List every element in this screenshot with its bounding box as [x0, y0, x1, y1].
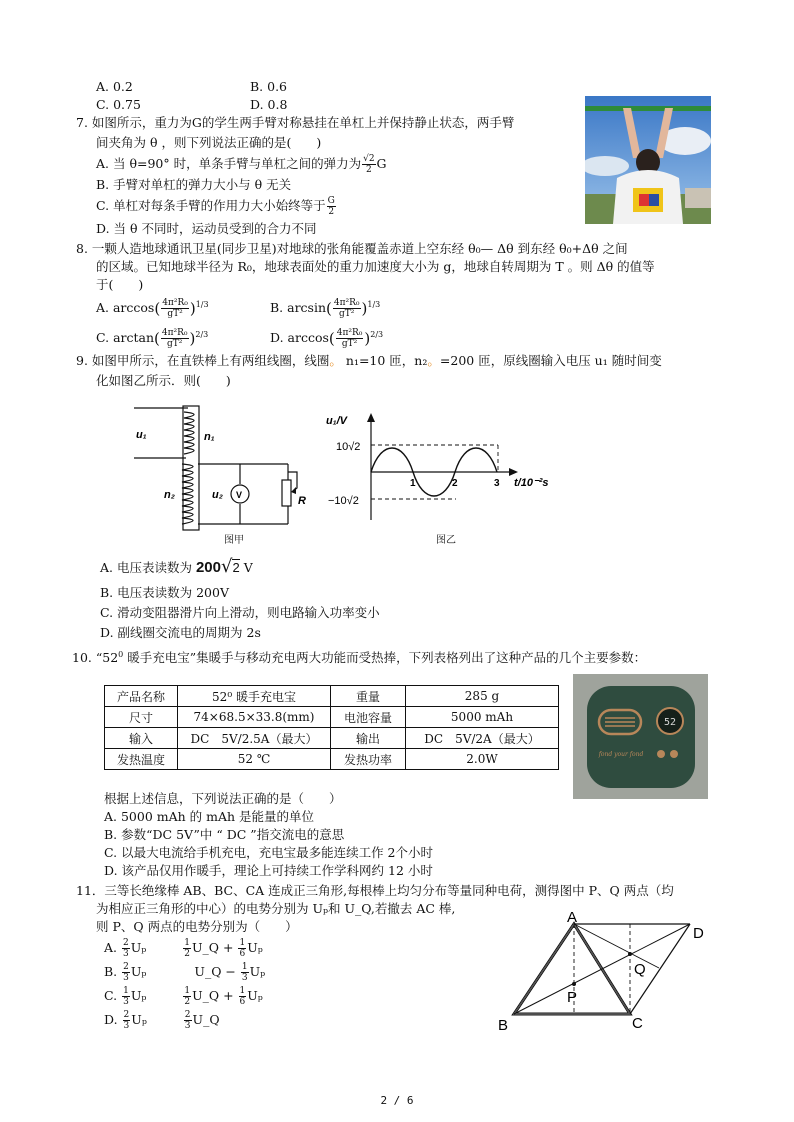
- q7-option-d: D. 当 θ 不同时，运动员受到的合力不同: [96, 221, 317, 236]
- q9-caption-a: 图甲: [224, 535, 244, 546]
- q7-stem-line1: 7. 如图所示，重力为G的学生两手臂对称悬挂在单杠上并保持静止状态，两手臂: [76, 115, 515, 130]
- q11-option-c: C. $\frac{1}{3}$ Uₚ $\frac{1}{2}$ U_Q + $\frac{1}{6}$ Uₚ: [104, 986, 263, 1007]
- q9-option-d: D. 副线圈交流电的周期为 2s: [100, 625, 261, 640]
- q7-option-a: A. 当 θ=90° 时，单条手臂与单杠之间的弹力为 $\frac{√2}{2}$ G: [96, 154, 387, 175]
- q10-stem: 10. “$52^0$ 暖手充电宝”集暖手与移动充电两大功能而受热捧，下列表格列出了这种产品的几个主要参数：: [72, 650, 647, 666]
- table-cell: 发热功率: [331, 749, 406, 770]
- q8-stem-line2: 的区域。已知地球半径为 R₀，地球表面处的重力加速度大小为 g，地球自转周期为 T 。则 Δθ 的值等: [96, 259, 655, 274]
- u1-label: u₁: [136, 429, 147, 441]
- q10-option-b: B. 参数“DC 5V”中 “ DC ”指交流电的意思: [104, 827, 345, 842]
- xtick-2: 2: [452, 478, 458, 489]
- q6-option-a: A. 0.2: [96, 79, 133, 94]
- table-cell: 电池容量: [331, 707, 406, 728]
- xtick-1: 1: [410, 478, 416, 489]
- q9-option-b: B. 电压表读数为 200V: [100, 585, 229, 600]
- table-cell: 74×68.5×33.8(mm): [178, 707, 331, 728]
- q9-option-c: C. 滑动变阻器滑片向上滑动，则电路输入功率变小: [100, 605, 380, 620]
- table-cell: DC 5V/2.5A（最大）: [178, 728, 331, 749]
- q7-option-c: C. 单杠对每条手臂的作用力大小始终等于 $\frac{G}{2}$: [96, 196, 335, 217]
- q8-option-b: B. arcsin( $\frac{\text{4π²R₀}}{\text{gT²}}$ )$^{1/3}$: [270, 298, 381, 320]
- xaxis-label: t/10⁻²s: [514, 477, 549, 489]
- table-row: [105, 707, 559, 728]
- point-q-label: Q: [634, 961, 646, 978]
- q8-option-d: D. arccos( $\frac{\text{4π²R₀}}{\text{gT²}}$ )$^{2/3}$: [270, 328, 384, 350]
- q11-stem-line1: 11．三等长绝缘棒 AB、BC、CA 连成正三角形,每根棒上均匀分布等量同种电荷，测得图中 P、Q 两点（均: [76, 883, 674, 898]
- table-cell: DC 5V/2A（最大）: [406, 728, 559, 749]
- q10-option-a: A. 5000 mAh 的 mAh 是能量的单位: [104, 809, 315, 824]
- voltmeter-label: V: [236, 490, 243, 500]
- q7-student-photo: [585, 96, 711, 224]
- q10-question: 根据上述信息，下列说法正确的是（ ）: [104, 791, 342, 806]
- table-cell: 52 ℃: [178, 749, 331, 770]
- vertex-d-label: D: [693, 925, 704, 942]
- q8-stem-line1: 8. 一颗人造地球通讯卫星(同步卫星)对地球的张角能覆盖赤道上空东经 θ₀— Δθ 到东经 θ₀+Δθ 之间: [76, 241, 628, 256]
- table-cell: 52⁰ 暖手充电宝: [178, 686, 331, 707]
- table-row: [105, 749, 559, 770]
- resistor-label: R: [298, 495, 306, 507]
- xtick-3: 3: [494, 478, 500, 489]
- q8-option-c: C. arctan( $\frac{\text{4π²R₀}}{\text{gT²}}$ )$^{2/3}$: [96, 328, 209, 350]
- q8-option-a: A. arccos( $\frac{\text{4π²R₀}}{\text{gT²}}$ )$^{1/3}$: [96, 298, 209, 320]
- q7-option-b: B. 手臂对单杠的弹力大小与 θ 无关: [96, 177, 292, 192]
- q11-option-b: B. $\frac{2}{3}$ Uₚ U_Q − $\frac{1}{3}$ Uₚ: [104, 962, 266, 983]
- q9-stem-line2: 化如图乙所示．则( ): [96, 373, 231, 388]
- yaxis-label: u₁/V: [326, 415, 347, 427]
- table-cell: 输入: [105, 728, 178, 749]
- q11-triangle-figure: [494, 908, 716, 1036]
- q11-stem-line3: 则 P、Q 两点的电势分别为（ ）: [96, 919, 298, 934]
- point-p-label: P: [567, 989, 578, 1006]
- device-display: 52: [663, 717, 677, 728]
- u2-label: u₂: [212, 489, 223, 501]
- table-cell: 2.0W: [406, 749, 559, 770]
- device-script: fond your fond: [598, 751, 644, 758]
- table-cell: 尺寸: [105, 707, 178, 728]
- vertex-b-label: B: [498, 1017, 509, 1034]
- q8-stem-line3: 于( ): [96, 277, 144, 292]
- n2-label: n₂: [164, 489, 175, 501]
- table-cell: 输出: [331, 728, 406, 749]
- q6-option-c: C. 0.75: [96, 97, 141, 112]
- q11-option-a: A. $\frac{2}{3}$ Uₚ $\frac{1}{2}$ U_Q + $\frac{1}{6}$ Uₚ: [104, 938, 263, 959]
- table-cell: 5000 mAh: [406, 707, 559, 728]
- table-cell: 重量: [331, 686, 406, 707]
- q10-device-photo: [573, 674, 708, 799]
- q6-option-d: D. 0.8: [250, 97, 288, 112]
- table-row: [105, 686, 559, 707]
- q9-stem-line1: 9. 如图甲所示，在直铁棒上有两组线圈，线圈。 n₁=10 匝，n₂。=200 匝，原线圈输入电压 u₁ 随时间变: [76, 353, 662, 368]
- q10-parameter-table: [104, 685, 559, 770]
- page-number: 2 / 6: [380, 1094, 414, 1107]
- ytick-bottom: −10√2: [328, 495, 359, 507]
- table-row: [105, 728, 559, 749]
- table-cell: 发热温度: [105, 749, 178, 770]
- q10-option-c: C. 以最大电流给手机充电，充电宝最多能连续工作 2个小时: [104, 845, 433, 860]
- n1-label: n₁: [204, 431, 215, 443]
- table-cell: 285 g: [406, 686, 559, 707]
- vertex-c-label: C: [632, 1015, 643, 1032]
- table-cell: 产品名称: [105, 686, 178, 707]
- ytick-top: 10√2: [336, 441, 361, 453]
- q10-option-d: D. 该产品仅用作暖手，理论上可持续工作学科网约 12 小时: [104, 863, 433, 878]
- q9-figure-transformer: [134, 400, 324, 540]
- q7-stem-line2: 间夹角为 θ ，则下列说法正确的是( ): [96, 135, 322, 150]
- vertex-a-label: A: [567, 909, 578, 926]
- q11-option-d: D. $\frac{2}{3}$ Uₚ $\frac{2}{3}$ U_Q: [104, 1010, 220, 1031]
- q9-option-a: A. 电压表读数为 200√2 V: [100, 556, 253, 577]
- q6-option-b: B. 0.6: [250, 79, 288, 94]
- q9-figure-sine: [326, 410, 566, 530]
- q11-stem-line2: 为相应正三角形的中心）的电势分别为 Uₚ和 U_Q,若撤去 AC 棒,: [96, 901, 456, 916]
- q9-caption-b: 图乙: [436, 535, 456, 546]
